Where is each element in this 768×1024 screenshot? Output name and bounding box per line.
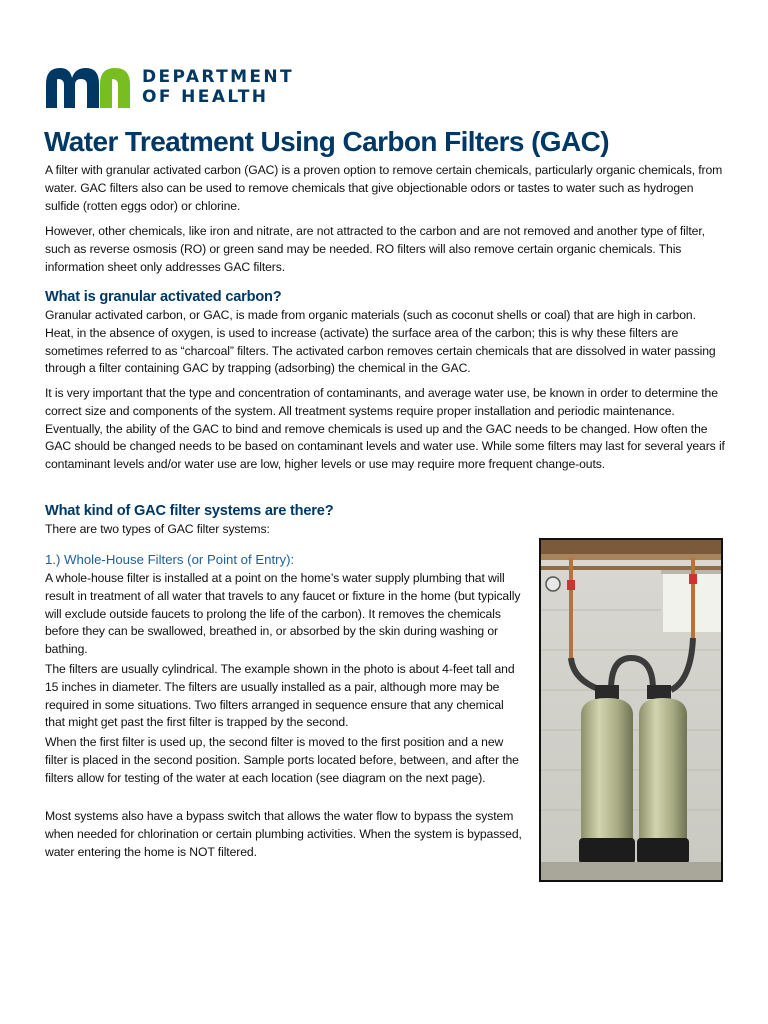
gac-paragraph-2: It is very important that the type and concentration of contaminants, and average water use, be known in order to determine the correct size and components of the system. All treatment systems require proper installation and periodic maintenance. Eventually, the ability of the GAC to bind and remove chemicals is used up and the GAC needs to be changed. How often the GAC should be changed needs to be based on contaminant levels and water use. While some filters may last for several years if contaminant levels and/or water use are low, higher levels or use may require more frequent change-outs.	[45, 386, 725, 472]
whole-house-paragraph-1: A whole-house filter is installed at a point on the home’s water supply plumbing that will result in treatment of all water that travels to any faucet or fixture in the home (but typically will exclude outside faucets to prolong the life of the carbon). It removes the chemicals before they can be swallowed, breathed in, or absorbed by the skin during washing or bathing.	[45, 571, 521, 657]
systems-intro: There are two types of GAC filter systems:	[45, 522, 270, 536]
section-heading-gac: What is granular activated carbon?	[45, 289, 282, 305]
whole-house-paragraph-2: The filters are usually cylindrical. The example shown in the photo is about 4-feet tall and 15 inches in diameter. The filters are usually installed as a pair, although more may be required in some situations. Two filters arranged in sequence ensure that any chemical that might get past the first filter is trapped by the second.	[45, 662, 515, 730]
gac-paragraph-1: Granular activated carbon, or GAC, is made from organic materials (such as coconut shells or coal) that are high in carbon. Heat, in the absence of oxygen, is used to increase (activate) the surface area of the carbon; this is why these filters are sometimes referred to as “charcoal” filters. The activated carbon removes certain chemicals that are dissolved in water passing through a filter containing GAC by trapping (adsorbing) the chemical in the GAC.	[45, 308, 716, 376]
logo-wordmark	[142, 67, 294, 107]
filter-tanks-illustration	[541, 540, 721, 880]
intro-paragraph-1: A filter with granular activated carbon (GAC) is a proven option to remove certain chemicals, particularly organic chemicals, from water. GAC filters also can be used to remove chemicals that give objectionable odors or tastes to water such as hydrogen sulfide (rotten eggs odor) or chlorine.	[45, 163, 723, 213]
section-heading-systems: What kind of GAC filter systems are there?	[45, 503, 334, 519]
subheading-whole-house: 1.) Whole-House Filters (or Point of Entry):	[45, 552, 295, 567]
logo-line-1: DEPARTMENT	[142, 67, 295, 87]
intro-paragraph-2: However, other chemicals, like iron and nitrate, are not attracted to the carbon and are not removed and another type of filter, such as reverse osmosis (RO) or green sand may be needed. RO filters will also remove certain organic chemicals. This information sheet only addresses GAC filters.	[45, 224, 705, 274]
whole-house-paragraph-4: Most systems also have a bypass switch that allows the water flow to bypass the system when needed for chlorination or certain plumbing activities. When the system is bypassed, water entering the home is NOT filtered.	[45, 809, 522, 859]
mn-logo-icon	[44, 64, 132, 110]
department-of-health-logo	[44, 64, 294, 110]
whole-house-paragraph-3: When the first filter is used up, the second filter is moved to the first position and a new filter is placed in the second position. Sample ports located before, between, and after the filters allow for testing of the water at each location (see diagram on the next page).	[45, 735, 519, 785]
page-title: Water Treatment Using Carbon Filters (GAC)	[44, 126, 609, 157]
logo-line-2: OF HEALTH	[142, 87, 269, 107]
filter-tanks-photo	[539, 538, 723, 882]
